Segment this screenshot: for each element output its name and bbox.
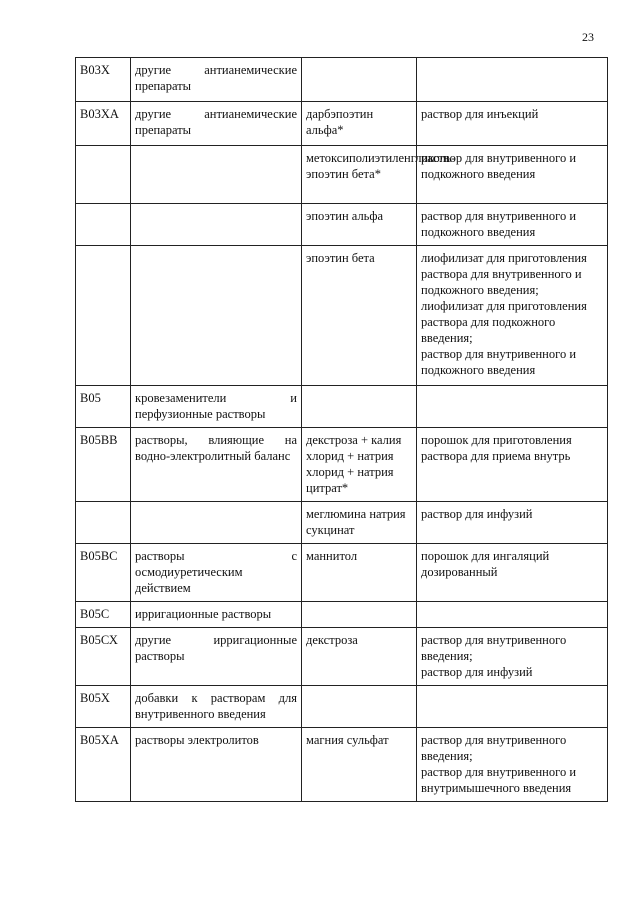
atc-code-cell [76,204,131,246]
form-cell [417,58,608,102]
drug-cell: эпоэтин бета [302,246,417,386]
page-number: 23 [582,30,594,44]
table-row [76,204,608,246]
table-row [76,686,608,728]
form-cell: раствор для внутривенного введения; раствор для инфузий [417,628,608,686]
table-row [76,428,608,502]
table-row [76,246,608,386]
group-cell: другие антианемические препараты [131,58,302,102]
group-cell [131,246,302,386]
group-cell: растворы с осмодиуретическим действием [131,544,302,602]
drug-cell: метоксиполиэтиленгликоль-эпоэтин бета* [302,146,417,204]
form-cell: лиофилизат для приготовления раствора для внутривенного и подкожного введения; лиофилизат для приготовления раствора для подкожного введения; раствор для внутривенного и подкожного введения [417,246,608,386]
drug-cell [302,386,417,428]
form-cell: раствор для внутривенного и подкожного введения [417,146,608,204]
atc-code-cell: В05ВС [76,544,131,602]
drug-cell: дарбэпоэтин альфа* [302,102,417,146]
atc-code-cell: В05 [76,386,131,428]
table-row [76,544,608,602]
form-cell: порошок для приготовления раствора для приема внутрь [417,428,608,502]
table-row [76,102,608,146]
form-cell: раствор для инъекций [417,102,608,146]
group-cell: растворы, влияющие на водно-электролитный баланс [131,428,302,502]
table-row [76,602,608,628]
atc-code-cell: В03Х [76,58,131,102]
group-cell [131,146,302,204]
drug-cell [302,58,417,102]
form-cell [417,686,608,728]
group-cell: добавки к растворам для внутривенного введения [131,686,302,728]
form-cell: раствор для инфузий [417,502,608,544]
drug-cell: декстроза + калия хлорид + натрия хлорид + натрия цитрат* [302,428,417,502]
drug-cell [302,686,417,728]
drug-cell: декстроза [302,628,417,686]
drug-cell [302,602,417,628]
group-cell: другие ирригационные растворы [131,628,302,686]
group-cell: кровезаменители и перфузионные растворы [131,386,302,428]
atc-code-cell: В05С [76,602,131,628]
drug-cell: меглюмина натрия сукцинат [302,502,417,544]
table-row [76,628,608,686]
drug-cell: эпоэтин альфа [302,204,417,246]
table-row [76,502,608,544]
group-cell: растворы электролитов [131,728,302,802]
table-row [76,728,608,802]
form-cell: раствор для внутривенного введения; раствор для внутривенного и внутримышечного введения [417,728,608,802]
atc-code-cell: В05СХ [76,628,131,686]
atc-code-cell: В05ВВ [76,428,131,502]
form-cell [417,602,608,628]
group-cell [131,502,302,544]
form-cell: раствор для внутривенного и подкожного введения [417,204,608,246]
form-cell [417,386,608,428]
atc-code-cell: В03ХА [76,102,131,146]
atc-code-cell [76,246,131,386]
table-row [76,146,608,204]
drug-cell: магния сульфат [302,728,417,802]
form-cell: порошок для ингаляций дозированный [417,544,608,602]
group-cell: ирригационные растворы [131,602,302,628]
table-row [76,386,608,428]
table-row [76,58,608,102]
group-cell: другие антианемические препараты [131,102,302,146]
drug-cell: маннитол [302,544,417,602]
atc-code-cell: В05Х [76,686,131,728]
atc-code-cell [76,146,131,204]
group-cell [131,204,302,246]
atc-code-cell [76,502,131,544]
drug-table [75,57,608,802]
atc-code-cell: В05ХА [76,728,131,802]
